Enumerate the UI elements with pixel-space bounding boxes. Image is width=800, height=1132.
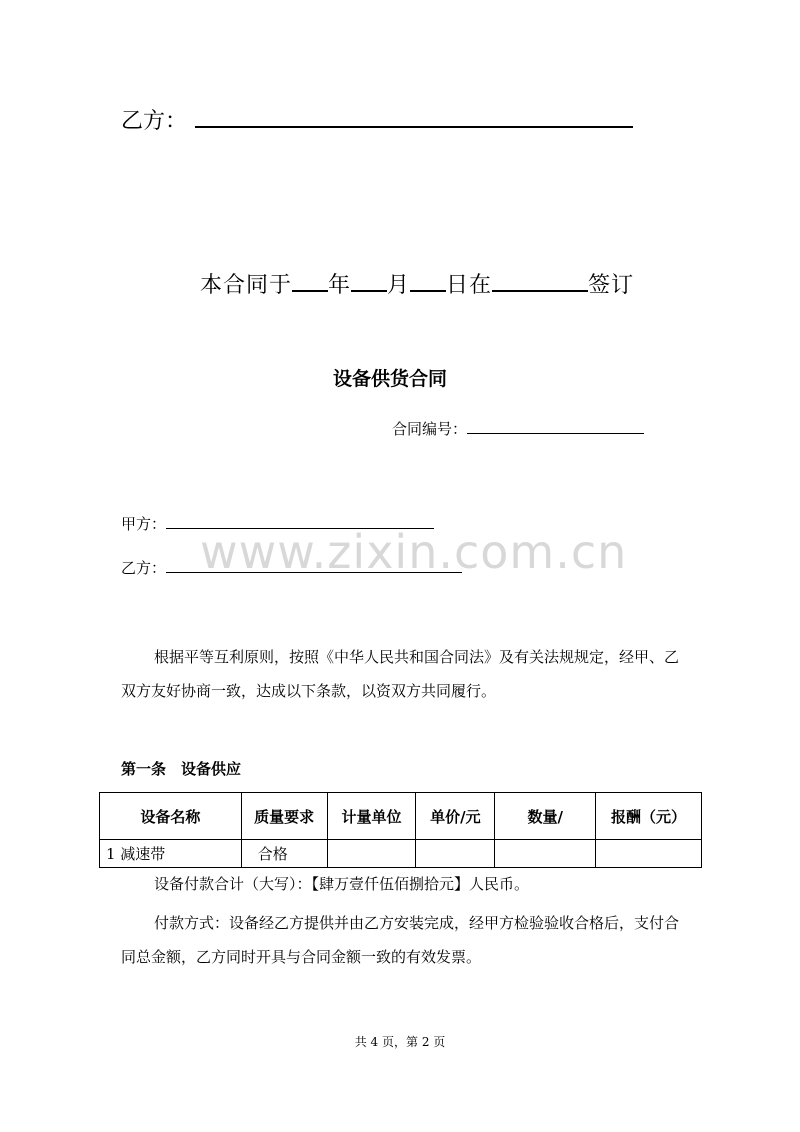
party-a-label: 甲方： (121, 515, 167, 533)
year-blank (292, 272, 328, 292)
table-header-cell: 质量要求 (241, 793, 327, 840)
party-b-line (121, 557, 462, 578)
table-cell (495, 840, 596, 868)
table-row (100, 840, 702, 868)
table-cell: 1 减速带 (100, 840, 242, 868)
table-header-cell: 数量/ (495, 793, 596, 840)
place-blank (492, 272, 588, 292)
signing-suffix: 签订 (588, 273, 635, 298)
document-title: 设备供货合同 (332, 368, 447, 390)
signing-prefix: 本合同于 (200, 273, 293, 298)
watermark: www.zixin.com.cn (200, 525, 628, 579)
payment-total: 设备付款合计（大写）：【肆万壹仟伍佰捌拾元】人民币。 (154, 875, 530, 893)
party-b-header-blank (195, 125, 633, 128)
table-header-cell: 设备名称 (100, 793, 242, 840)
intro-paragraph: 根据平等互利原则，按照《中华人民共和国合同法》及有关法规规定，经甲、乙双方友好协商一致，达成以下条款，以资双方共同履行。 (121, 648, 680, 700)
party-b-blank (166, 571, 462, 573)
payment-method: 付款方式：设备经乙方提供并由乙方安装完成，经甲方检验验收合格后，支付合同总金额，乙方同时开具与合同金额一致的有效发票。 (121, 914, 680, 966)
day-blank (410, 272, 446, 292)
article-1-heading: 第一条 设备供应 (121, 760, 242, 778)
table-cell: 合格 (241, 840, 327, 868)
table-header-cell: 单价/元 (416, 793, 495, 840)
contract-number-label: 合同编号： (392, 420, 468, 438)
party-b-header-label: 乙方： (121, 109, 188, 134)
table-cell (596, 840, 702, 868)
signing-month: 月 (387, 273, 411, 298)
table-cell (416, 840, 495, 868)
table-header-row (100, 793, 702, 840)
table-cell (327, 840, 416, 868)
page-footer: 共 4 页，第 2 页 (354, 1035, 446, 1049)
contract-number (392, 418, 644, 439)
equipment-table (99, 792, 702, 868)
table-header-cell: 报酬（元） (596, 793, 702, 840)
month-blank (351, 272, 387, 292)
contract-number-blank (467, 432, 644, 434)
party-b-label: 乙方： (121, 559, 167, 577)
signing-date-line (200, 268, 634, 299)
signing-year: 年 (328, 273, 352, 298)
party-b-header (121, 104, 633, 135)
table-header-cell: 计量单位 (327, 793, 416, 840)
signing-day: 日在 (446, 273, 493, 298)
